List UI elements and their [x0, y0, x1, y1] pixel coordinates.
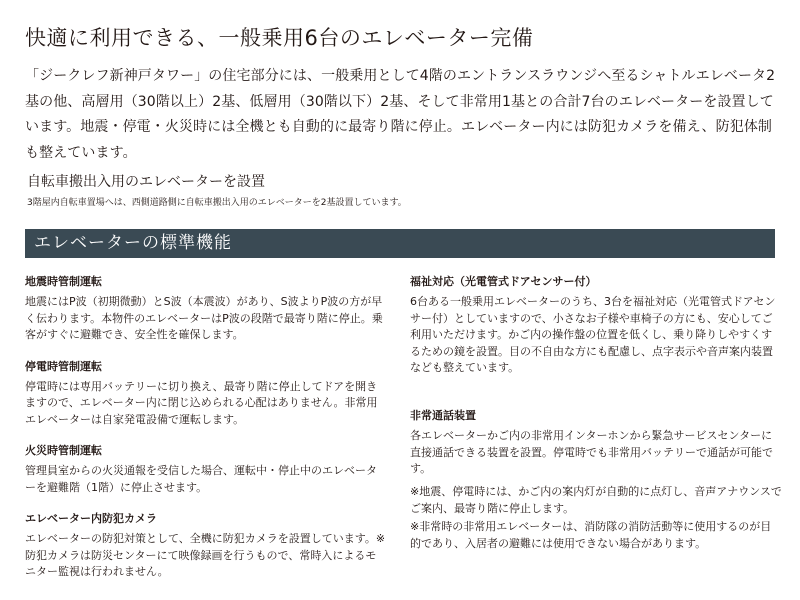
bicycle-elevator-note: 3階屋内自転車置場へは、西側道路側に自転車搬出入用のエレベーターを2基設置しています。 — [27, 198, 407, 208]
feature-emergency-call — [410, 407, 782, 478]
standard-features-band — [25, 229, 775, 258]
feature-power-outage-control — [25, 358, 387, 429]
feature-body: 6台ある一般乗用エレベーターのうち、3台を福祉対応（光電管式ドアセンサー付）としていますので、小さなお子様や車椅子の方にも、安心してご利用いただけます。かご内の操作盤の位置を低くし、乗り降りしやすくするための鏡を設置。目の不自由な方にも配慮し、点字表示や音声案内装置なども整えています。 — [410, 295, 776, 374]
feature-security-camera — [25, 510, 387, 581]
feature-body: 管理員室からの火災通報を受信した場合、運転中・停止中のエレベーターを避難階（1階）に停止させます。 — [25, 464, 377, 494]
intro-paragraph: 「ジークレフ新神戸タワー」の住宅部分には、一般乗用として4階のエントランスラウンジへ至るシャトルエレベータ2基の他、高層用（30階以上）2基、低層用（30階以下）2基、そして非常用1基との合計7台のエレベーターを設置しています。地震・停電・火災時には全機とも自動的に最寄り階に停止。エレベーター内には防犯カメラを備え、防犯体制も整えています。 — [25, 68, 776, 161]
feature-body: 地震にはP波（初期微動）とS波（本震波）があり、S波よりP波の方が早く伝わります。本物件のエレベーターはP波の段階で最寄り階に停止。乗客がすぐに避難でき、安全性を確保します。 — [25, 295, 383, 341]
standard-features-title: エレベーターの標準機能 — [34, 233, 232, 253]
notes-block — [410, 484, 782, 552]
feature-body: エレベーターの防犯対策として、全機に防犯カメラを設置しています。※防犯カメラは防災センターにて映像録画を行うもので、常時入によるモニター監視は行われません。 — [25, 532, 386, 578]
bicycle-elevator-heading: 自転車搬出入用のエレベーターを設置 — [27, 174, 265, 190]
page-title: 快適に利用できる、一般乗用6台のエレベーター完備 — [25, 26, 534, 50]
left-column — [25, 273, 387, 595]
feature-body: 停電時には専用バッテリーに切り換え、最寄り階に停止してドアを開きますので、エレベーター内に閉じ込められる心配はありません。非常用エレベーターは自家発電設備で運転します。 — [25, 379, 378, 426]
feature-body: 各エレベーターかご内の非常用インターホンから緊急サービスセンターに直接通話できる装置を設置。停電時でも非常用バッテリーで通話が可能です。 — [410, 429, 773, 475]
feature-title: エレベーター内防犯カメラ — [25, 512, 157, 525]
feature-welfare-support — [410, 273, 782, 377]
feature-fire-control — [25, 442, 387, 496]
feature-title: 福祉対応（光電管式ドアセンサー付） — [410, 275, 597, 288]
feature-title: 火災時管制運転 — [25, 444, 102, 457]
note-emergency-elevator: ※非常時の非常用エレベーターは、消防隊の消防活動等に使用するのが目的であり、入居者の避難には使用できない場合があります。 — [410, 520, 772, 550]
feature-title: 非常通話装置 — [410, 409, 476, 422]
feature-title: 地震時管制運転 — [25, 275, 102, 288]
feature-earthquake-control — [25, 273, 387, 344]
feature-title: 停電時管制運転 — [25, 359, 102, 373]
note-earthquake-outage: ※地震、停電時には、かご内の案内灯が自動的に点灯し、音声アナウンスでご案内、最寄り階に停止します。 — [410, 485, 782, 515]
